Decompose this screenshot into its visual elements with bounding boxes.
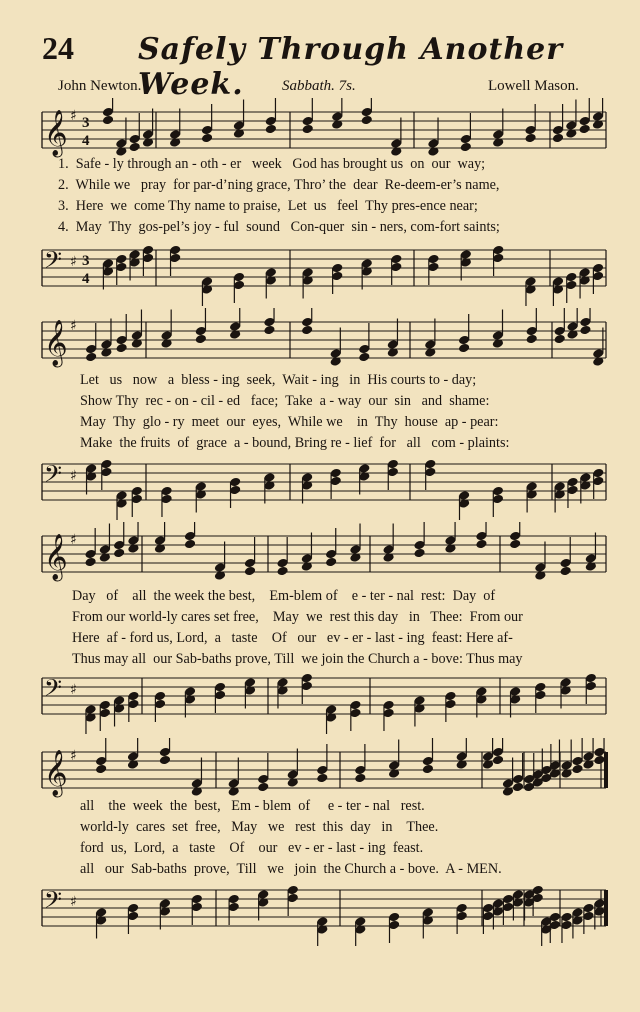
bass-staff-1 [0, 236, 640, 306]
lyric-line: Here af - ford us, Lord, a taste Of our ev - er - last - ing feast: Here af- [72, 630, 513, 646]
key-signature-icon: ♯ [70, 894, 77, 910]
lyric-line: 4. May Thy gos-pel’s joy - ful sound Con-quer sin - ners, com-fort saints; [58, 219, 500, 235]
lyric-line: 3. Here we come Thy name to praise, Let us feel Thy pres-ence near; [58, 198, 478, 214]
lyric-line: all the week the best, Em - blem of e - ter - nal rest. [80, 798, 425, 814]
time-signature-icon: 4 [82, 271, 90, 287]
lyric-line: 1. Safe - ly through an - oth - er week God has brought us on our way; [58, 156, 486, 172]
treble-staff-2 [0, 308, 640, 378]
time-signature-icon: 4 [82, 133, 90, 149]
lyric-line: Thus may all our Sab-baths prove, Till we join the Church a - bove: Thus may [72, 651, 523, 667]
time-signature-icon: 3 [82, 253, 90, 269]
lyric-line: May Thy glo - ry meet our eyes, While we in Thy house ap - pear: [80, 414, 499, 430]
lyric-line: ford us, Lord, a taste Of our ev - er - last - ing feast. [80, 840, 424, 856]
bass-staff-4 [0, 876, 640, 946]
hymn-number: 24 [42, 30, 74, 66]
key-signature-icon: ♯ [70, 254, 77, 270]
lyric-line: Let us now a bless - ing seek, Wait - ing in His courts to - day; [80, 372, 477, 388]
lyric-line: all our Sab-baths prove, Till we join the Church a - bove. A - MEN. [80, 861, 502, 877]
hymn-title: Safely Through Another Week. [138, 32, 564, 102]
bass-staff-3 [0, 664, 640, 734]
bass-clef-icon: 𝄢 [44, 674, 63, 707]
lyric-line: Show Thy rec - on - cil - ed face; Take a - way our sin and shame: [80, 393, 490, 409]
time-signature-icon: 3 [82, 115, 90, 131]
bass-clef-icon: 𝄢 [44, 886, 63, 919]
treble-clef-icon: 𝄞 [44, 110, 68, 156]
lyric-line: From our world-ly cares set free, May we rest this day in Thee: From our [72, 609, 523, 625]
bass-clef-icon: 𝄢 [44, 246, 63, 279]
treble-clef-icon: 𝄞 [44, 320, 68, 366]
key-signature-icon: ♯ [70, 108, 77, 124]
lyric-line: Make the fruits of grace a - bound, Bring re - lief for all com - plaints: [80, 435, 510, 451]
treble-clef-icon: 𝄞 [44, 534, 68, 580]
treble-staff-3 [0, 522, 640, 592]
treble-clef-icon: 𝄞 [44, 750, 68, 796]
lyric-line: Day of all the week the best, Em-blem of e - ter - nal rest: Day of [72, 588, 496, 604]
key-signature-icon: ♯ [70, 748, 77, 764]
key-signature-icon: ♯ [70, 318, 77, 334]
hymn-header [0, 0, 640, 100]
lyric-line: world-ly cares set free, May we rest this day in Thee. [80, 819, 439, 835]
lyric-line: 2. While we pray for par-d’ning grace, Thro’ the dear Re-deem-er’s name, [58, 177, 500, 193]
key-signature-icon: ♯ [70, 532, 77, 548]
key-signature-icon: ♯ [70, 682, 77, 698]
composer-credit: Lowell Mason. [488, 78, 579, 94]
meter-label: Sabbath. 7s. [282, 78, 356, 94]
author-credit: John Newton. [58, 78, 142, 94]
bass-clef-icon: 𝄢 [44, 460, 63, 493]
key-signature-icon: ♯ [70, 468, 77, 484]
bass-staff-2 [0, 450, 640, 520]
